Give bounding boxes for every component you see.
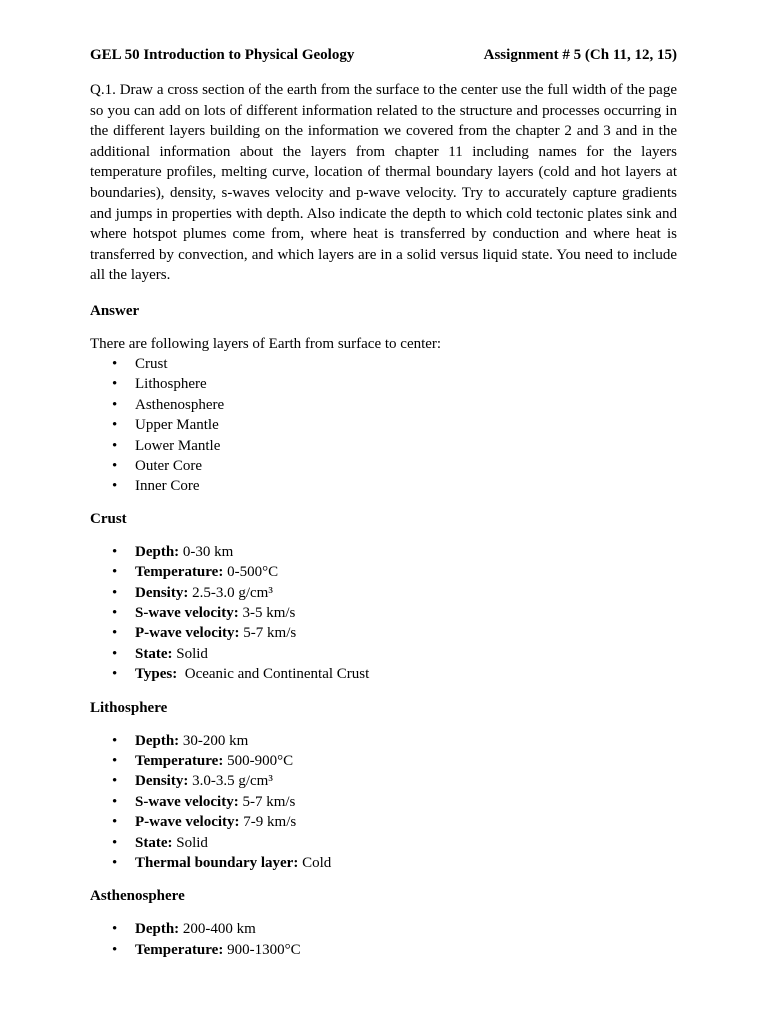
asthenosphere-heading: Asthenosphere bbox=[90, 888, 185, 905]
property-label: P-wave velocity: bbox=[135, 625, 240, 642]
property-value: 0-30 km bbox=[179, 543, 234, 560]
property-label: Depth: bbox=[135, 921, 180, 938]
list-item bbox=[90, 940, 677, 960]
layers-intro: There are following layers of Earth from surface to center: bbox=[90, 335, 442, 352]
answer-heading: Answer bbox=[90, 302, 140, 319]
list-item bbox=[90, 623, 677, 643]
list-item bbox=[90, 833, 677, 853]
question-text: Q.1. Draw a cross section of the earth from the surface to the center use the full width of the page so you can add on lots of different information related to the structure and processes occurring in the different layers building on the information we covered from the chapter 2 and 3 and in the additional information about the layers from chapter 11 including names for the layers temperature profiles, melting curve, location of thermal boundary layers (cold and hot layers at boundaries), density, s-waves velocity and p-wave velocity. Try to accurately capture gradients and jumps in properties with depth. Also indicate the depth to which cold tectonic plates sink and where hotspot plumes come from, where heat is transferred by conduction and where heat is transferred by convection, and which layers are in a solid versus liquid state. You need to include all the layers. bbox=[90, 82, 677, 284]
list-item: • Inner Core bbox=[90, 476, 677, 496]
course-title: GEL 50 Introduction to Physical Geology bbox=[90, 47, 355, 63]
list-item bbox=[90, 853, 677, 873]
property-value: 900-1300°C bbox=[223, 941, 301, 958]
list-item bbox=[90, 771, 677, 791]
list-item bbox=[90, 562, 677, 582]
property-label: P-wave velocity: bbox=[135, 814, 240, 831]
property-value: 5-7 km/s bbox=[238, 793, 296, 810]
assignment-title: Assignment # 5 (Ch 11, 12, 15) bbox=[483, 47, 677, 63]
crust-properties bbox=[90, 542, 677, 685]
crust-heading: Crust bbox=[90, 510, 127, 527]
list-item bbox=[90, 644, 677, 664]
property-value: 30-200 km bbox=[179, 732, 249, 749]
document-content bbox=[90, 45, 677, 960]
list-item: • Upper Mantle bbox=[90, 415, 677, 435]
property-value: 5-7 km/s bbox=[239, 625, 297, 642]
list-item: • Lithosphere bbox=[90, 374, 677, 394]
list-item: • Asthenosphere bbox=[90, 395, 677, 415]
lithosphere-heading: Lithosphere bbox=[90, 699, 168, 716]
lithosphere-properties bbox=[90, 731, 677, 874]
property-label: State: bbox=[135, 834, 173, 851]
page-header bbox=[90, 45, 677, 65]
property-value: Cold bbox=[298, 855, 332, 872]
list-item: • Outer Core bbox=[90, 456, 677, 476]
property-label: Density: bbox=[135, 773, 189, 790]
property-value: 3-5 km/s bbox=[238, 605, 296, 621]
property-label: Depth: bbox=[135, 543, 180, 560]
property-value: Solid bbox=[172, 834, 208, 851]
list-item bbox=[90, 751, 677, 771]
list-item bbox=[90, 919, 677, 939]
property-label: Temperature: bbox=[135, 564, 224, 581]
property-label: S-wave velocity: bbox=[135, 793, 239, 810]
property-label: Depth: bbox=[135, 732, 180, 749]
layers-list bbox=[90, 354, 677, 497]
list-item bbox=[90, 792, 677, 812]
property-label: Types: bbox=[135, 666, 178, 683]
property-value: 2.5-3.0 g/cm³ bbox=[188, 584, 273, 601]
property-value: 500-900°C bbox=[223, 753, 294, 770]
property-label: Density: bbox=[135, 584, 189, 601]
list-item bbox=[90, 542, 677, 562]
property-value: Oceanic and Continental Crust bbox=[177, 666, 370, 683]
property-label: Thermal boundary layer: bbox=[135, 855, 299, 872]
list-item bbox=[90, 664, 677, 684]
property-value: 0-500°C bbox=[223, 564, 279, 581]
property-label: State: bbox=[135, 645, 173, 662]
list-item bbox=[90, 583, 677, 603]
property-value: Solid bbox=[172, 645, 208, 662]
asthenosphere-properties bbox=[90, 919, 677, 960]
property-label: S-wave velocity: bbox=[135, 605, 239, 621]
list-item bbox=[90, 731, 677, 751]
property-label: Temperature: bbox=[135, 941, 224, 958]
list-item: • Crust bbox=[90, 354, 677, 374]
list-item: • Lower Mantle bbox=[90, 436, 677, 456]
property-value: 200-400 km bbox=[179, 921, 256, 938]
property-value: 3.0-3.5 g/cm³ bbox=[188, 773, 273, 790]
list-item bbox=[90, 812, 677, 832]
property-label: Temperature: bbox=[135, 753, 224, 770]
property-value: 7-9 km/s bbox=[239, 814, 297, 831]
list-item bbox=[90, 603, 677, 623]
